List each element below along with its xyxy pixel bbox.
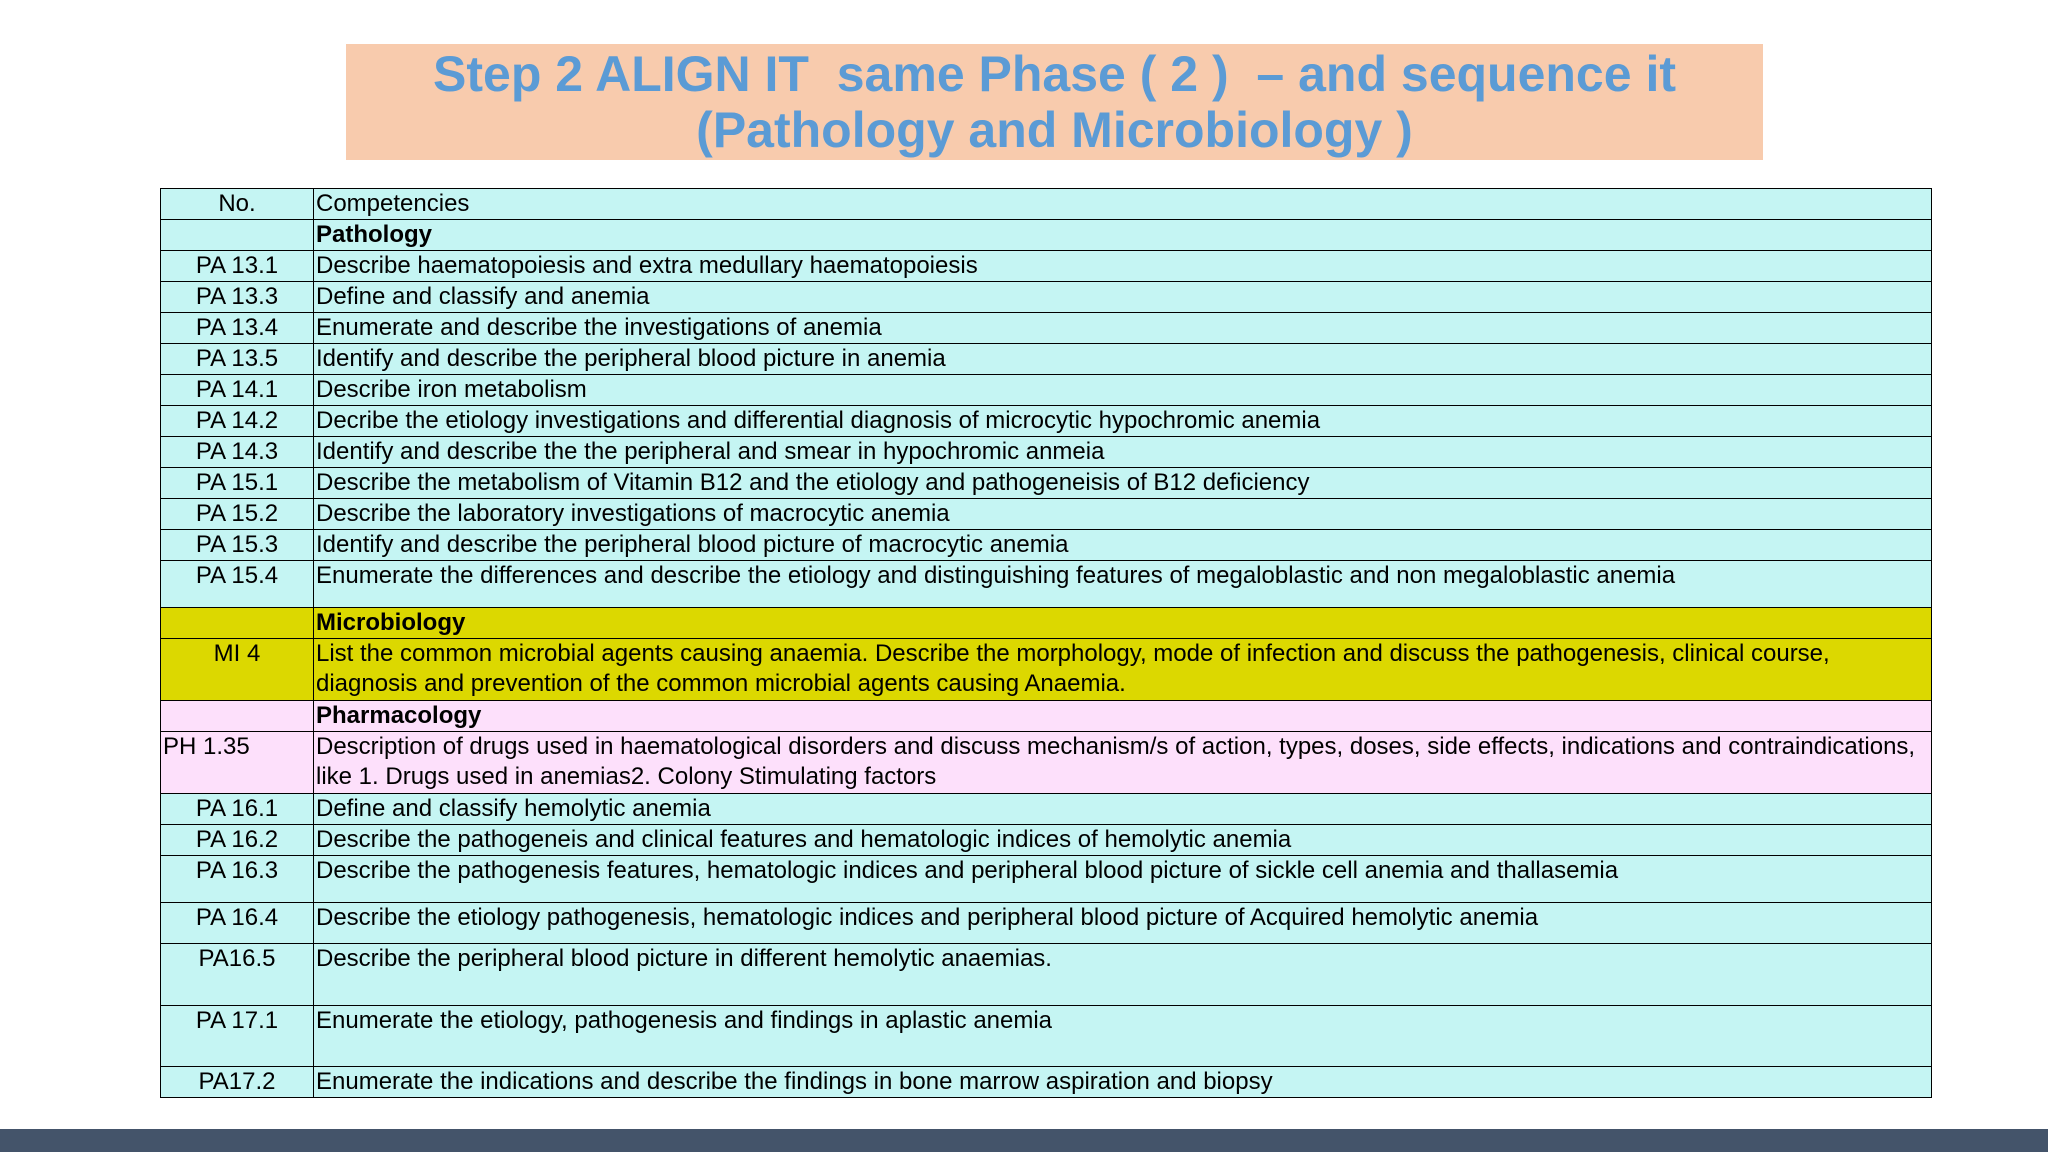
slide-title-line-1: Step 2 ALIGN IT same Phase ( 2 ) – and sequence it <box>433 46 1676 102</box>
table-row <box>161 1006 1932 1067</box>
section-row-pharmacology <box>161 701 1932 732</box>
row-no: PA 13.1 <box>161 251 314 282</box>
slide-footer-bar <box>0 1129 2048 1152</box>
row-competency: Describe the metabolism of Vitamin B12 and the etiology and pathogeneisis of B12 deficiency <box>314 468 1932 499</box>
row-no: PA 13.4 <box>161 313 314 344</box>
header-competencies: Competencies <box>314 189 1932 220</box>
table-row <box>161 344 1932 375</box>
row-competency: List the common microbial agents causing anaemia. Describe the morphology, mode of infection and discuss the pathogenesis, clinical course, diagnosis and prevention of the common microbial agents causing Anaemia. <box>314 639 1932 701</box>
section-row-pathology <box>161 220 1932 251</box>
row-competency: Describe the laboratory investigations of macrocytic anemia <box>314 499 1932 530</box>
row-no: PA 17.1 <box>161 1006 314 1067</box>
row-no: PA 16.1 <box>161 794 314 825</box>
table-row <box>161 499 1932 530</box>
row-competency: Enumerate the indications and describe the findings in bone marrow aspiration and biopsy <box>314 1067 1932 1098</box>
row-no: PH 1.35 <box>161 732 314 794</box>
row-competency: Identify and describe the peripheral blood picture in anemia <box>314 344 1932 375</box>
row-competency: Enumerate the etiology, pathogenesis and findings in aplastic anemia <box>314 1006 1932 1067</box>
header-no: No. <box>161 189 314 220</box>
section-row-microbiology <box>161 608 1932 639</box>
table-row <box>161 794 1932 825</box>
slide-title-line-2: (Pathology and Microbiology ) <box>696 102 1413 158</box>
section-heading-pharmacology: Pharmacology <box>314 701 1932 732</box>
row-no: PA 15.1 <box>161 468 314 499</box>
row-competency: Describe the etiology pathogenesis, hematologic indices and peripheral blood picture of Acquired hemolytic anemia <box>314 903 1932 944</box>
row-no <box>161 608 314 639</box>
row-competency: Decribe the etiology investigations and differential diagnosis of microcytic hypochromic anemia <box>314 406 1932 437</box>
table-row <box>161 944 1932 1006</box>
table-row <box>161 639 1932 701</box>
row-competency: Describe iron metabolism <box>314 375 1932 406</box>
row-no: MI 4 <box>161 639 314 701</box>
section-heading-microbiology: Microbiology <box>314 608 1932 639</box>
table-row <box>161 1067 1932 1098</box>
table-row <box>161 282 1932 313</box>
table-row <box>161 313 1932 344</box>
row-competency: Identify and describe the peripheral blood picture of macrocytic anemia <box>314 530 1932 561</box>
table-row <box>161 437 1932 468</box>
table-row <box>161 732 1932 794</box>
row-no: PA 14.3 <box>161 437 314 468</box>
table-row <box>161 251 1932 282</box>
row-no: PA 15.3 <box>161 530 314 561</box>
row-competency: Describe the pathogeneis and clinical features and hematologic indices of hemolytic anemia <box>314 825 1932 856</box>
slide-title-box <box>346 44 1763 160</box>
row-competency: Describe haematopoiesis and extra medullary haematopoiesis <box>314 251 1932 282</box>
table-row <box>161 406 1932 437</box>
row-competency: Identify and describe the the peripheral and smear in hypochromic anmeia <box>314 437 1932 468</box>
table-row <box>161 468 1932 499</box>
row-no: PA 15.2 <box>161 499 314 530</box>
table-header-row <box>161 189 1932 220</box>
row-no: PA 16.4 <box>161 903 314 944</box>
row-competency: Enumerate and describe the investigations of anemia <box>314 313 1932 344</box>
section-heading-pathology: Pathology <box>314 220 1932 251</box>
row-no: PA 13.3 <box>161 282 314 313</box>
row-competency: Define and classify hemolytic anemia <box>314 794 1932 825</box>
row-no: PA 15.4 <box>161 561 314 608</box>
row-competency: Enumerate the differences and describe the etiology and distinguishing features of megaloblastic and non megaloblastic anemia <box>314 561 1932 608</box>
row-no: PA 16.2 <box>161 825 314 856</box>
table-row <box>161 903 1932 944</box>
row-no: PA 14.2 <box>161 406 314 437</box>
table-row <box>161 825 1932 856</box>
row-competency: Description of drugs used in haematological disorders and discuss mechanism/s of action, types, doses, side effects, indications and contraindications, like 1. Drugs used in anemias2. Colony Stimulating factors <box>314 732 1932 794</box>
row-competency: Describe the peripheral blood picture in different hemolytic anaemias. <box>314 944 1932 1006</box>
table-row <box>161 856 1932 903</box>
table-row <box>161 375 1932 406</box>
row-competency: Define and classify and anemia <box>314 282 1932 313</box>
row-no <box>161 701 314 732</box>
row-no: PA 16.3 <box>161 856 314 903</box>
row-no: PA16.5 <box>161 944 314 1006</box>
row-no: PA 14.1 <box>161 375 314 406</box>
table-row <box>161 530 1932 561</box>
table-row <box>161 561 1932 608</box>
competencies-table <box>160 188 1932 1098</box>
row-competency: Describe the pathogenesis features, hematologic indices and peripheral blood picture of sickle cell anemia and thallasemia <box>314 856 1932 903</box>
row-no <box>161 220 314 251</box>
row-no: PA 13.5 <box>161 344 314 375</box>
row-no: PA17.2 <box>161 1067 314 1098</box>
